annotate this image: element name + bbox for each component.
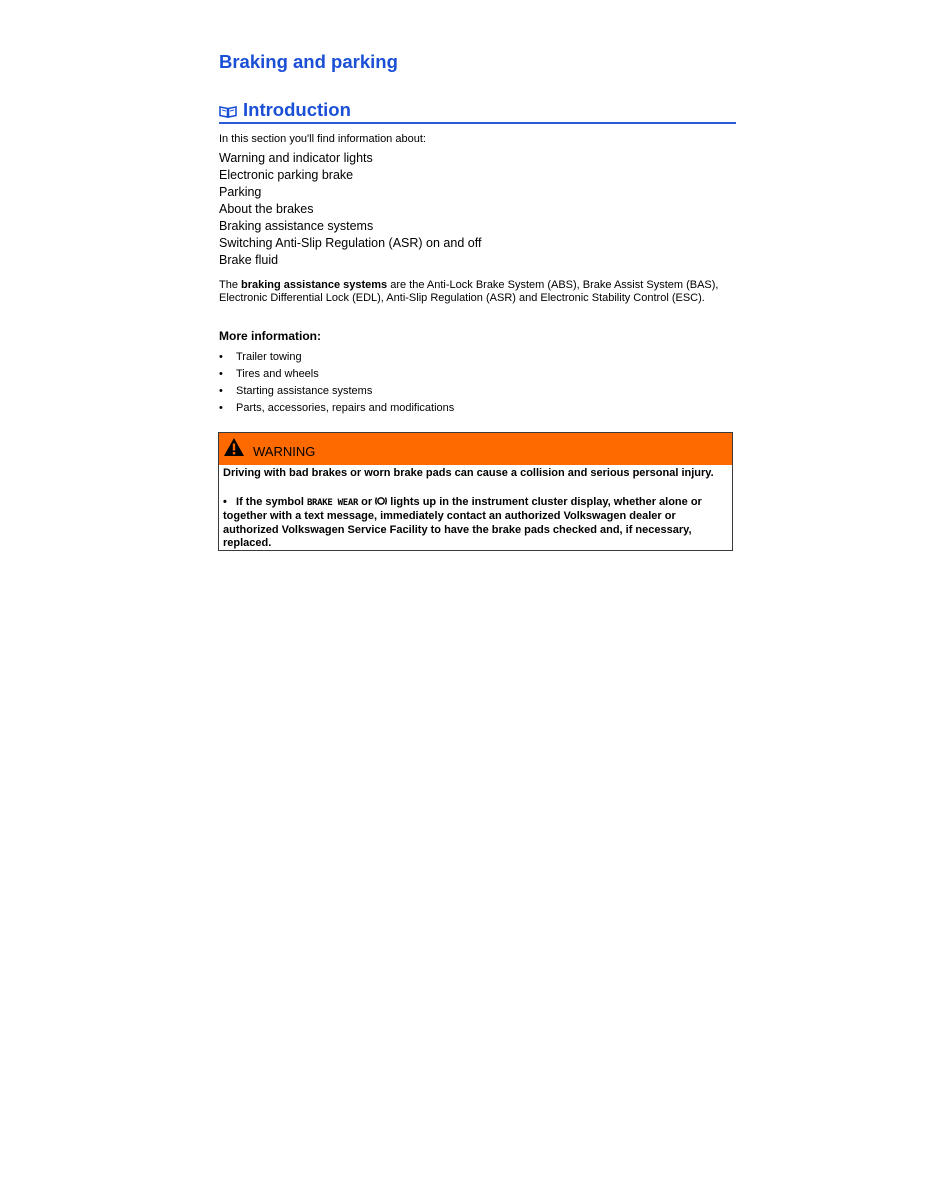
warning-text-or: or: [358, 496, 376, 508]
body-paragraph: [219, 279, 736, 306]
more-info-item[interactable]: [219, 366, 454, 383]
topic-link[interactable]: Brake fluid: [219, 253, 279, 267]
topic-link[interactable]: Parking: [219, 185, 262, 199]
section-header: [219, 99, 736, 124]
warning-bullet: •: [223, 496, 227, 508]
bullet: •: [219, 368, 223, 380]
more-info-label: Tires and wheels: [236, 368, 319, 380]
more-info-label: Trailer towing: [236, 351, 302, 363]
topic-link[interactable]: Electronic parking brake: [219, 168, 354, 182]
intro-text: In this section you'll find information about:: [219, 133, 426, 145]
warning-title: WARNING: [253, 444, 316, 459]
topic-link[interactable]: Switching Anti-Slip Regulation (ASR) on and off: [219, 236, 482, 250]
warning-header: [219, 433, 732, 465]
bullet: •: [219, 351, 223, 363]
warning-box: [218, 432, 733, 551]
more-info-label: Parts, accessories, repairs and modifications: [236, 402, 455, 414]
more-info-item[interactable]: [219, 349, 454, 366]
topic-link[interactable]: About the brakes: [219, 202, 314, 216]
paragraph-rest: are the Anti-Lock Brake System (ABS), Brake Assist System (BAS), Electronic Differential Lock (EDL), Anti-Slip Regulation (ASR) and Electronic Stability Control (ESC).: [219, 279, 719, 305]
more-info-item[interactable]: [219, 383, 454, 400]
topic-link[interactable]: Braking assistance systems: [219, 219, 374, 233]
warning-triangle-icon: [223, 437, 245, 457]
paragraph-bold: braking assistance systems: [241, 279, 388, 291]
book-icon: [219, 105, 237, 118]
section-title: Introduction: [243, 99, 351, 120]
paragraph-prefix: The: [219, 279, 242, 291]
bullet: •: [219, 385, 223, 397]
topic-link[interactable]: Warning and indicator lights: [219, 151, 373, 165]
brake-wear-symbol: BRAKE WEAR: [306, 498, 359, 508]
warning-text-1: If the symbol: [236, 496, 307, 508]
topic-list: [219, 150, 481, 269]
chapter-title: Braking and parking: [219, 51, 398, 72]
warning-item: [223, 496, 728, 550]
more-info-list: [219, 349, 454, 417]
bullet: •: [219, 402, 223, 414]
more-info-item[interactable]: [219, 400, 454, 417]
more-info-heading: More information:: [219, 329, 321, 343]
warning-text-2: lights up in the instrument cluster display, whether alone or together with a text message, immediately contact an authorized Volkswagen dealer or authorized Volkswagen Service Facility to have the brake pads checked and, if necessary, replaced.: [223, 496, 702, 549]
warning-lead: Driving with bad brakes or worn brake pads can cause a collision and serious personal injury.: [223, 467, 714, 479]
more-info-label: Starting assistance systems: [236, 385, 373, 397]
brake-pad-icon: [375, 496, 387, 506]
